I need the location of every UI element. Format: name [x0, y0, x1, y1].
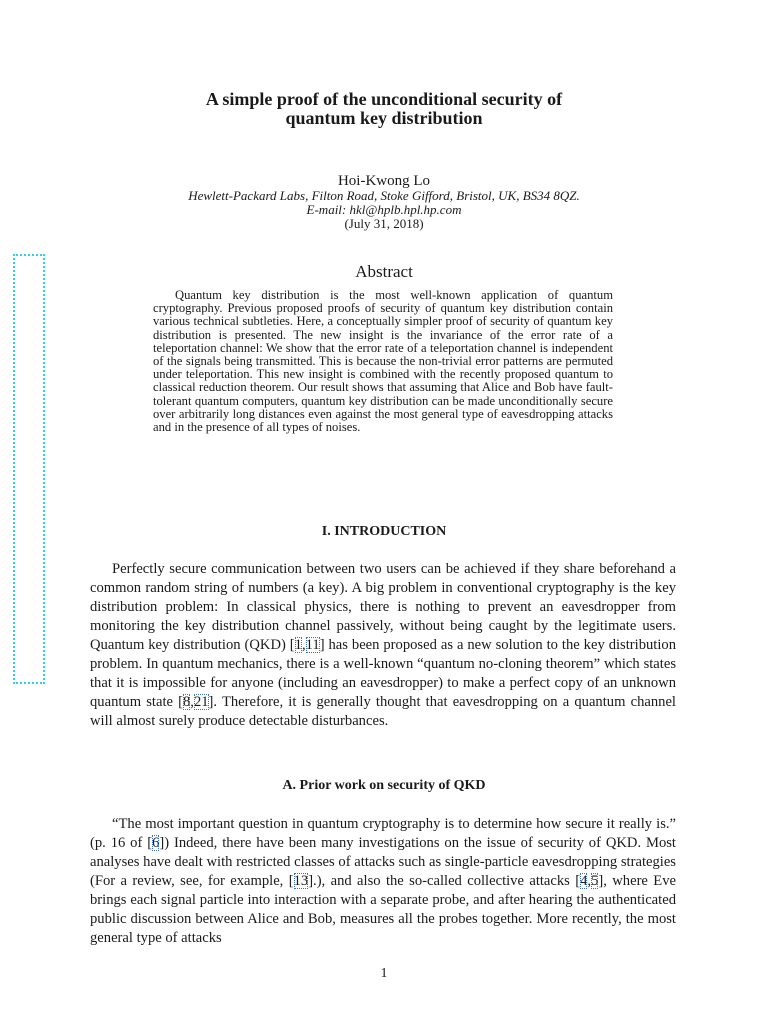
author-email: E-mail: hkl@hplb.hpl.hp.com	[306, 202, 462, 217]
author-affiliation: Hewlett-Packard Labs, Filton Road, Stoke Gifford, Bristol, UK, BS34 8QZ.	[188, 188, 580, 203]
paper-title-line-1: A simple proof of the unconditional security of	[205, 89, 563, 109]
page-number: 1	[380, 966, 388, 981]
paper-title-line-2: quantum key distribution	[285, 108, 483, 128]
prior-work-text-2: ]) Indeed, there have been many investigations on the issue of security of QKD. Most analyses have dealt with restricted classes of attacks such as single-particle eavesdropping strategies (For a review, see, for example, [	[90, 835, 676, 889]
intro-text-2: ] has been proposed as a new solution to the key distribution problem. In quantum mechanics, there is a well-known “quantum no-cloning theorem” which states that it is impossible for anyone (including an eavesdropper) to make a perfect copy of an unknown quantum state [	[90, 637, 676, 710]
citation-link-21[interactable]: 21	[193, 694, 209, 710]
intro-text-3: ]. Therefore, it is generally thought that eavesdropping on a quantum channel will almost surely produce detectable disturbances.	[90, 694, 676, 729]
author-name: Hoi-Kwong Lo	[337, 173, 431, 189]
citation-link-6[interactable]: 6	[152, 835, 160, 851]
section-heading-introduction: I. INTRODUCTION	[321, 524, 447, 539]
arxiv-sidebar-stamp	[13, 254, 45, 684]
prior-work-paragraph	[90, 815, 676, 948]
abstract-heading: Abstract	[355, 262, 413, 281]
citation-link-13[interactable]: 13	[293, 873, 309, 889]
citation-link-1[interactable]: 1	[294, 637, 302, 653]
citation-link-11[interactable]: 11	[305, 637, 320, 653]
prior-work-text-1: “The most important question in quantum cryptography is to determine how secure it really is.” (p. 16 of [	[90, 816, 676, 851]
prior-work-text-3: ].), and also the so-called collective attacks [	[308, 873, 581, 889]
citation-link-5[interactable]: 5	[591, 873, 599, 889]
title-block	[0, 90, 768, 231]
paper-date: (July 31, 2018)	[344, 216, 424, 231]
citation-link-4[interactable]: 4	[580, 873, 588, 889]
citation-separator: ,	[587, 873, 592, 889]
prior-work-text-4: ], where Eve brings each signal particle into interaction with a separate probe, and after hearing the authenticated public discussion between Alice and Bob, measures all the probes together. More recently, the most general type of attacks	[90, 873, 676, 946]
paper-title	[0, 90, 768, 128]
citation-separator: ,	[190, 694, 194, 710]
citation-separator: ,	[301, 637, 306, 653]
citation-link-8[interactable]: 8	[183, 694, 191, 710]
abstract-text: Quantum key distribution is the most well-known application of quantum cryptography. Previous proposed proofs of security of quantum key distribution contain various technical subtleties. Here, a conceptually simpler proof of security of quantum key distribution is presented. The new insight is the invariance of the error rate of a teleportation channel: We show that the error rate of a teleportation channel is independent of the signals being transmitted. This is because the non-trivial error patterns are permuted under teleportation. This new insight is combined with the recently proposed quantum to classical reduction theorem. Our result shows that assuming that Alice and Bob have fault-tolerant quantum computers, quantum key distribution can be made unconditionally secure over arbitrarily long distances even against the most general type of eavesdropping attacks and in the presence of all types of noises.	[153, 288, 613, 435]
subsection-heading-prior-work: A. Prior work on security of QKD	[282, 778, 486, 793]
intro-text-1: Perfectly secure communication between two users can be achieved if they share beforehand a common random string of numbers (a key). A big problem in conventional cryptography is the key distribution problem: In classical physics, there is nothing to prevent an eavesdropper from monitoring the key distribution channel passively, without being caught by the legitimate users. Quantum key distribution (QKD) [	[90, 561, 676, 653]
introduction-paragraph	[90, 560, 676, 731]
